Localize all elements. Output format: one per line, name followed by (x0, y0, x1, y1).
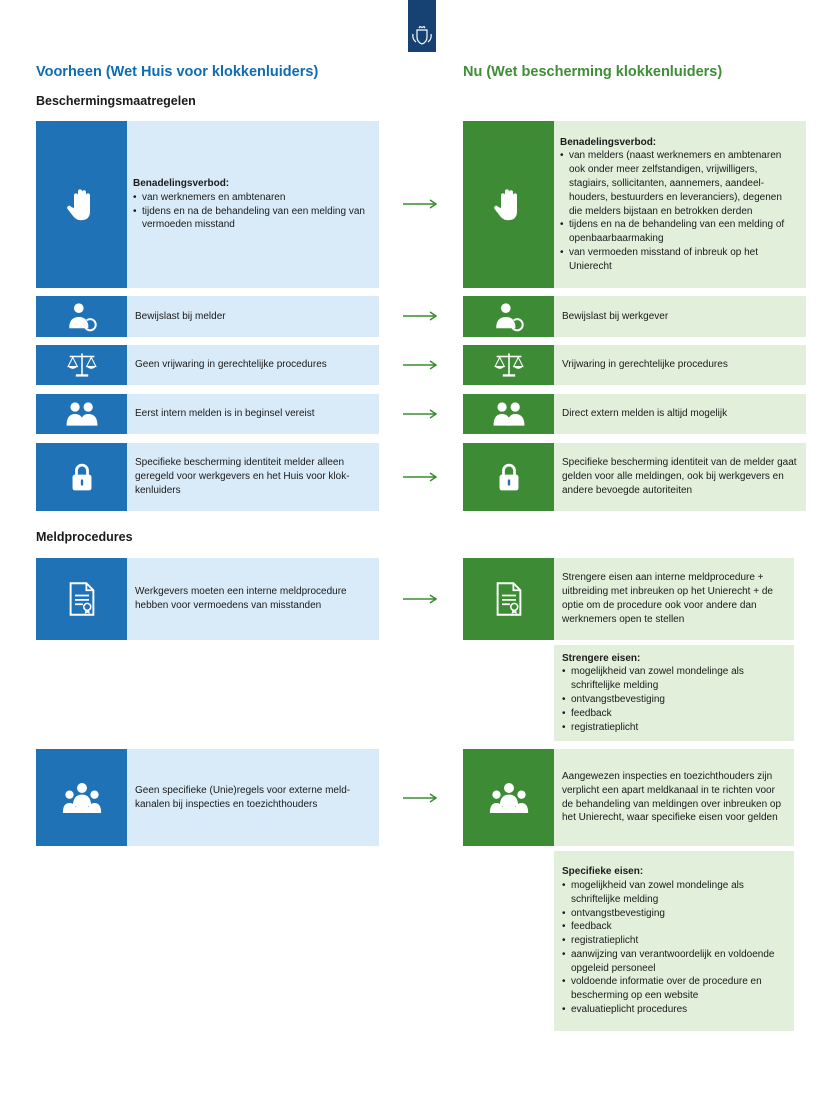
section-title-protection: Beschermingsmaatregelen (36, 94, 196, 108)
inspectors-group-icon (36, 749, 127, 846)
document-certificate-icon (36, 558, 127, 640)
arrow-right-icon (402, 360, 438, 370)
list-item: • ontvangstbevestiging (562, 907, 786, 921)
box-heading: Strengere eisen: (562, 652, 641, 664)
list-item: • registratieplicht (562, 721, 786, 735)
list-item: • feedback (562, 920, 786, 934)
before-box-interne-meldprocedure (127, 558, 379, 640)
list-item: • aanwijzing van verantwoordelijk en voldoende opgeleid personeel (562, 948, 786, 976)
list-item: • van werknemers en ambtenaren (133, 191, 371, 205)
list-item: • tijdens en na de behandeling van een melding of openbaarbaarmaking (560, 218, 798, 246)
list-item: • voldoende informatie over de procedure en bescherming op een website (562, 975, 786, 1003)
list-item: • van vermoeden misstand of inbreuk op het Unierecht (560, 246, 798, 274)
column-title-now: Nu (Wet bescherming klokkenluiders) (463, 64, 723, 80)
hand-stop-icon (463, 121, 554, 288)
now-box-melden (554, 394, 806, 434)
box-text: Aangewezen inspecties en toezichthouders zijn verplicht een apart meldkanaal in te richten voor de behandeling van meldingen over inbreuken op het Unierecht, waar specifieke eisen voor gelden (562, 770, 782, 824)
box-text: Bewijslast bij melder (135, 310, 226, 322)
specifieke-eisen-box (554, 851, 794, 1031)
inspectors-group-icon (463, 749, 554, 846)
before-box-bewijslast (127, 296, 379, 337)
now-box-bewijslast (554, 296, 806, 337)
box-text: Werkgevers moeten een interne meldprocedure hebben voor vermoedens van misstanden (135, 586, 347, 611)
section-title-procedures: Meldprocedures (36, 530, 133, 544)
coat-of-arms-icon (411, 26, 433, 46)
column-title-before: Voorheen (Wet Huis voor klokkenluiders) (36, 64, 319, 80)
arrow-right-icon (402, 472, 438, 482)
box-text: Specifieke bescherming identiteit melder alleen geregeld voor werkgevers en het Huis voor klokkenluiders (135, 457, 350, 496)
arrow-right-icon (402, 594, 438, 604)
person-burden-icon (463, 296, 554, 337)
box-heading: Benadelingsverbod: (560, 136, 657, 148)
scales-icon (463, 345, 554, 385)
now-box-externe-meldkanalen (554, 749, 794, 846)
before-box-vrijwaring (127, 345, 379, 385)
arrow-right-icon (402, 311, 438, 321)
box-text: Specifieke bescherming identiteit van de melder gaat gelden voor alle meldingen, ook bij werkgevers en andere bevoegde autoriteiten (562, 457, 797, 496)
box-text: Geen specifieke (Unie)regels voor externe meldkanalen bij inspecties en toezichthouders (135, 784, 351, 810)
box-heading: Benadelingsverbod: (133, 177, 230, 189)
list-item: • mogelijkheid van zowel mondelinge als schriftelijke melding (562, 879, 786, 907)
box-heading: Specifieke eisen: (562, 866, 644, 878)
list-item: • registratieplicht (562, 934, 786, 948)
box-text: Eerst intern melden is in beginsel vereist (135, 408, 315, 420)
list-item: • mogelijkheid van zowel mondelinge als schriftelijke melding (562, 665, 786, 693)
scales-icon (36, 345, 127, 385)
arrow-right-icon (402, 409, 438, 419)
hand-stop-icon (36, 121, 127, 288)
document-certificate-icon (463, 558, 554, 640)
now-box-benadelingsverbod (554, 121, 806, 288)
two-people-icon (36, 394, 127, 434)
now-box-vrijwaring (554, 345, 806, 385)
before-box-benadelingsverbod (127, 121, 379, 288)
lock-icon (463, 443, 554, 511)
now-box-identiteit (554, 443, 806, 511)
before-box-identiteit (127, 443, 379, 511)
box-text: Vrijwaring in gerechtelijke procedures (562, 359, 728, 371)
arrow-right-icon (402, 793, 438, 803)
government-logo (408, 0, 436, 52)
arrow-right-icon (402, 199, 438, 209)
box-text: Bewijslast bij werkgever (562, 310, 669, 322)
before-box-externe-meldkanalen (127, 749, 379, 846)
box-text: Strengere eisen aan interne meldprocedure + uitbreiding met inbreuken op het Unierecht + de optie om de procedure ook voor andere dan werknemers open te stellen (562, 572, 773, 625)
box-text: Direct extern melden is altijd mogelijk (562, 408, 728, 420)
person-burden-icon (36, 296, 127, 337)
lock-icon (36, 443, 127, 511)
strengere-eisen-box (554, 645, 794, 741)
box-text: Geen vrijwaring in gerechtelijke procedures (135, 359, 327, 371)
list-item: • evaluatieplicht procedures (562, 1003, 786, 1017)
list-item: • van melders (naast werknemers en ambtenaren ook onder meer zelfstandigen, vrijwilligers, stagiairs, sollicitanten, aannemers, aandeelhouders, bestuurders en leveranciers), degenen die melders bijstaan en betrokken derden (560, 149, 798, 218)
before-box-melden (127, 394, 379, 434)
two-people-icon (463, 394, 554, 434)
list-item: • ontvangstbevestiging (562, 693, 786, 707)
now-box-interne-meldprocedure (554, 558, 794, 640)
list-item: • tijdens en na de behandeling van een melding van vermoeden misstand (133, 205, 371, 233)
list-item: • feedback (562, 707, 786, 721)
